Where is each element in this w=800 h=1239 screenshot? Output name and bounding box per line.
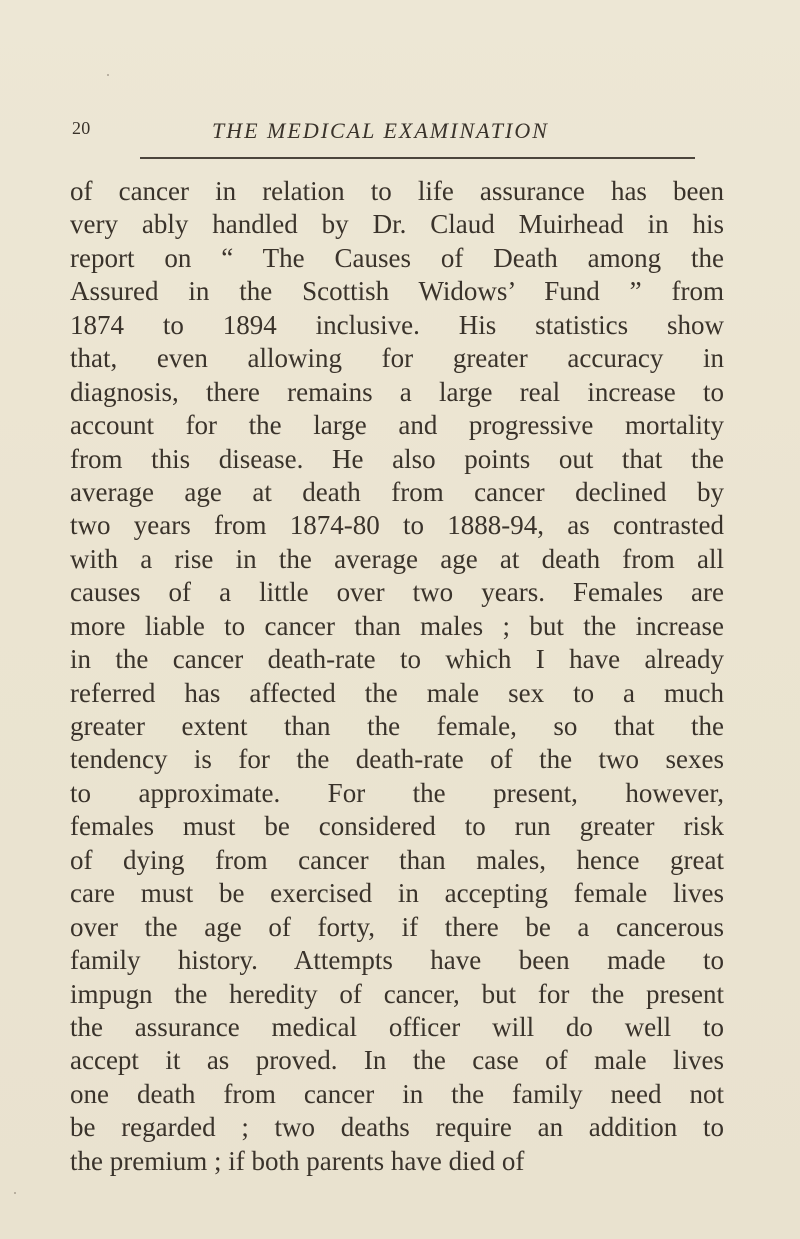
text-line: accept it as proved. In the case of male lives: [70, 1045, 724, 1076]
text-line: 1874 to 1894 inclusive. His statistics show: [70, 309, 724, 340]
text-line: the premium ; if both parents have died of: [70, 1145, 525, 1176]
text-line: care must be exercised in accepting female lives: [70, 878, 724, 909]
body-text: [70, 175, 724, 1178]
paper-speck: [14, 1192, 16, 1194]
paper-speck: [107, 74, 109, 76]
text-line: from this disease. He also points out that the: [70, 443, 724, 474]
header-rule: [140, 157, 695, 159]
page-number: 20: [72, 118, 91, 138]
text-line: of dying from cancer than males, hence great: [70, 844, 724, 875]
text-line: of cancer in relation to life assurance has been: [70, 176, 724, 206]
page-header: [72, 118, 728, 150]
text-line: one death from cancer in the family need not: [70, 1078, 724, 1109]
text-line: referred has affected the male sex to a much: [70, 677, 724, 708]
text-line: to approximate. For the present, however,: [70, 777, 724, 808]
text-line: family history. Attempts have been made to: [70, 945, 724, 976]
text-line: the assurance medical officer will do well to: [70, 1011, 724, 1042]
text-line: greater extent than the female, so that the: [70, 711, 724, 741]
text-line: tendency is for the death-rate of the two sexes: [70, 744, 724, 775]
text-line: more liable to cancer than males ; but the increase: [70, 610, 724, 641]
text-line: be regarded ; two deaths require an addition to: [70, 1112, 724, 1143]
text-line: two years from 1874-80 to 1888-94, as contrasted: [70, 510, 724, 541]
text-line: diagnosis, there remains a large real increase to: [70, 376, 724, 407]
text-line: report on “ The Causes of Death among the: [70, 242, 724, 273]
text-line: with a rise in the average age at death from all: [70, 543, 724, 574]
text-line: causes of a little over two years. Females are: [70, 577, 724, 608]
text-line: account for the large and progressive mortality: [70, 410, 724, 441]
text-line: average age at death from cancer declined by: [70, 476, 724, 507]
text-line: females must be considered to run greater risk: [70, 811, 724, 842]
text-line: Assured in the Scottish Widows’ Fund ” from: [70, 276, 724, 307]
text-line: very ably handled by Dr. Claud Muirhead in his: [70, 209, 724, 240]
text-line: in the cancer death-rate to which I have already: [70, 644, 724, 675]
text-line: impugn the heredity of cancer, but for the present: [70, 978, 724, 1009]
running-head: THE MEDICAL EXAMINATION: [212, 118, 549, 143]
text-line: that, even allowing for greater accuracy in: [70, 343, 724, 374]
text-line: over the age of forty, if there be a cancerous: [70, 911, 724, 942]
